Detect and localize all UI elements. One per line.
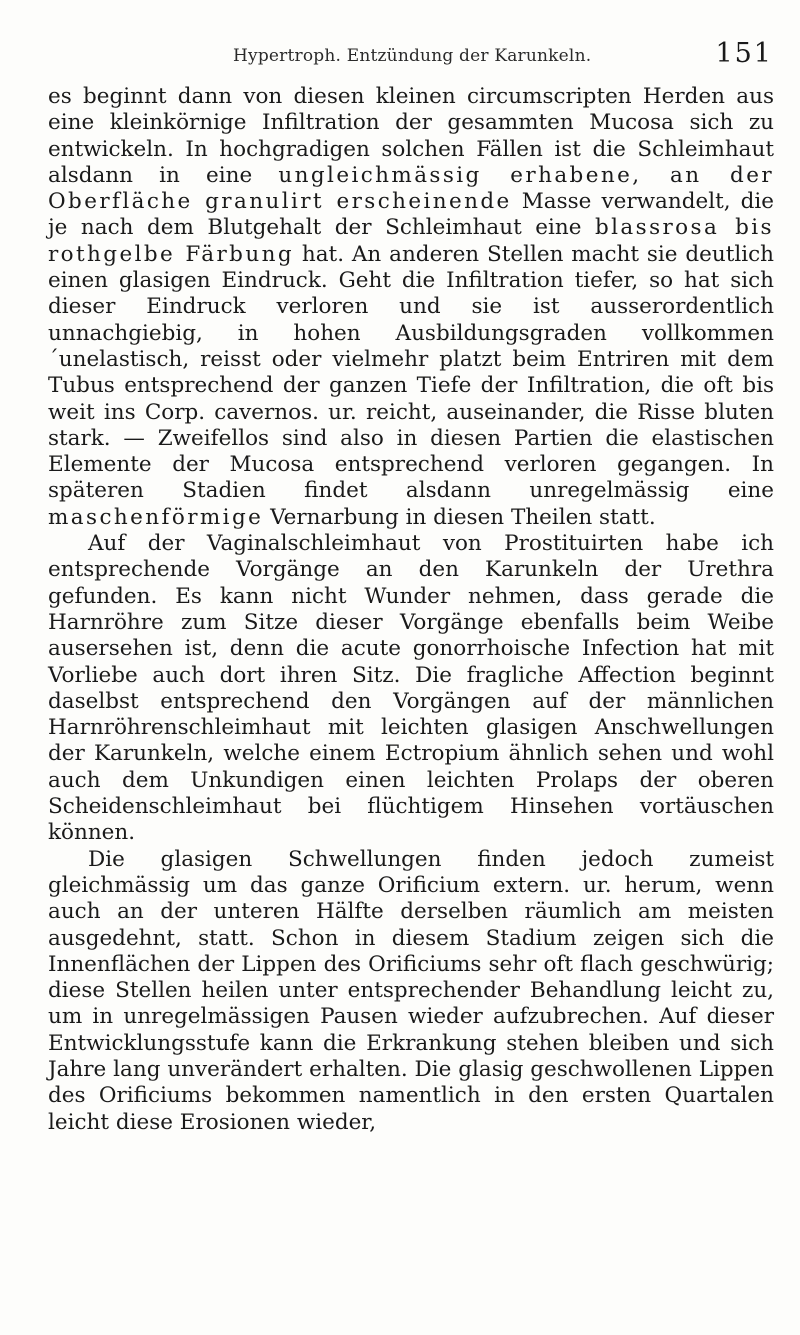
text-segment: Vernarbung in diesen Theilen statt. — [263, 504, 656, 530]
paragraph-3 — [48, 847, 774, 1136]
body-text — [48, 84, 774, 1136]
running-title: Hypertroph. Entzündung der Karunkeln. — [233, 46, 592, 66]
page-number: 151 — [715, 38, 773, 69]
text-segment: Auf der Vaginalschleimhaut von Prostituirten habe ich entsprechende Vorgänge an den Karunkeln der Urethra gefunden. Es kann nicht Wunder nehmen, dass gerade die Harnröhre zum Sitze dieser Vorgänge ebenfalls beim Weibe ausersehen ist, denn die acute gonorrhoische Infection hat mit Vorliebe auch dort ihren Sitz. Die fragliche Affection beginnt daselbst entsprechend den Vorgängen auf der männlichen Harnröhrenschleimhaut mit leichten glasigen Anschwellungen der Karunkeln, welche einem Ectropium ähnlich sehen und wohl auch dem Unkundigen einen leichten Prolaps der oberen Scheidenschleimhaut bei flüchtigem Hinsehen vortäuschen können. — [48, 531, 774, 846]
spaced-emphasis: blassrosa bis rothgelbe Färbung — [48, 215, 774, 267]
spaced-emphasis: ungleichmässig erhabene, an der Oberfläche granulirt erscheinende — [48, 162, 774, 215]
text-segment: Die glasigen Schwellungen finden jedoch zumeist gleichmässig um das ganze Orificium extern. ur. herum, wenn auch an der unteren Hälfte derselben räumlich am meisten ausgedehnt, statt. Schon in diesem Stadium zeigen sich die Innenflächen der Lippen des Orificiums sehr oft flach geschwürig; diese Stellen heilen unter entsprechender Behandlung leicht zu, um in unregelmässigen Pausen wieder aufzubrechen. Auf dieser Entwicklungsstufe kann die Erkrankung stehen bleiben und sich Jahre lang unverändert erhalten. Die glasig geschwollenen Lippen des Orificiums bekommen namentlich in den ersten Quartalen leicht diese Erosionen wieder, — [48, 846, 774, 1135]
paragraph-1 — [48, 84, 774, 531]
page-header — [233, 38, 773, 78]
text-segment: hat. An anderen Stellen macht sie deutlich einen glasigen Eindruck. Geht die Infiltration tiefer, so hat sich dieser Eindruck verloren und sie ist ausserordentlich unnachgiebig, in hohen Ausbildungsgraden vollkommen ´unelastisch, reisst oder vielmehr platzt beim Entriren mit dem Tubus entsprechend der ganzen Tiefe der Infiltration, die oft bis weit ins Corp. cavernos. ur. reicht, auseinander, die Risse bluten stark. — Zweifellos sind also in diesen Partien die elastischen Elemente der Mucosa entsprechend verloren gegangen. In späteren Stadien findet alsdann unregelmässig eine — [48, 241, 775, 504]
spaced-emphasis: maschenförmige — [48, 504, 264, 530]
paragraph-2 — [48, 531, 774, 847]
text-segment: Masse verwandelt, die je nach dem Blutgehalt der Schleimhaut eine — [48, 189, 774, 241]
text-segment: es beginnt dann von diesen kleinen circumscripten Herden aus eine kleinkörnige Infiltration der gesammten Mucosa sich zu entwickeln. In hochgradigen solchen Fällen ist die Schleimhaut alsdann in eine — [48, 84, 774, 188]
